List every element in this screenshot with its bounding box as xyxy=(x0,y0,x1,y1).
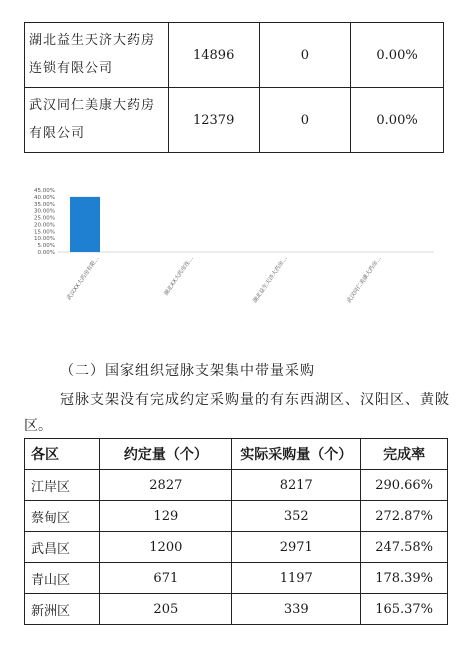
agreed-cell: 129 xyxy=(100,501,232,532)
table-row xyxy=(25,532,448,563)
rate-cell: 178.39% xyxy=(361,563,448,594)
y-tick-label: 10.00% xyxy=(34,236,55,243)
district-cell: 蔡甸区 xyxy=(25,501,100,532)
x-tick-label: 武汉XX大药房有限… xyxy=(66,255,101,302)
rate-cell: 0.00% xyxy=(351,88,444,153)
table-row xyxy=(25,88,444,153)
header-district: 各区 xyxy=(25,439,100,470)
y-tick-label: 35.00% xyxy=(34,201,55,208)
rate-cell: 290.66% xyxy=(361,470,448,501)
agreed-cell: 2827 xyxy=(100,470,232,501)
pharmacy-table xyxy=(24,22,444,153)
district-cell: 新洲区 xyxy=(25,594,100,625)
pharmacy-name-line1: 湖北益生天济大药房 xyxy=(29,33,156,48)
actual-cell: 1197 xyxy=(232,563,361,594)
rate-cell: 0.00% xyxy=(351,23,444,88)
pharmacy-name-line2: 连锁有限公司 xyxy=(29,61,114,76)
rate-cell: 247.58% xyxy=(361,532,448,563)
rate-cell: 165.37% xyxy=(361,594,448,625)
agreed-cell: 1200 xyxy=(100,532,232,563)
pharmacy-name-line1: 武汉同仁美康大药房 xyxy=(29,98,156,113)
actual-cell: 352 xyxy=(232,501,361,532)
actual-cell: 339 xyxy=(232,594,361,625)
x-tick-label: 湖北XX大药房连… xyxy=(163,255,195,297)
district-cell: 武昌区 xyxy=(25,532,100,563)
header-row xyxy=(25,439,448,470)
rate-cell: 272.87% xyxy=(361,501,448,532)
table-row xyxy=(25,23,444,88)
header-actual: 实际采购量（个） xyxy=(232,439,361,470)
district-cell: 青山区 xyxy=(25,563,100,594)
y-tick-label: 40.00% xyxy=(34,194,55,201)
completion-rate-chart xyxy=(24,180,444,340)
amount-cell: 14896 xyxy=(168,23,259,88)
district-cell: 江岸区 xyxy=(25,470,100,501)
agreed-cell: 205 xyxy=(100,594,232,625)
y-tick-label: 20.00% xyxy=(34,222,55,229)
y-tick-label: 5.00% xyxy=(37,243,55,250)
y-tick-label: 0.00% xyxy=(37,250,55,256)
paragraph-line1: 冠脉支架没有完成约定采购量的有东西湖区、汉阳区、黄陂 xyxy=(60,392,450,408)
zero-cell: 0 xyxy=(259,23,350,88)
section-heading: （二）国家组织冠脉支架集中带量采购 xyxy=(60,363,315,379)
actual-cell: 8217 xyxy=(232,470,361,501)
header-agreed: 约定量（个） xyxy=(100,439,232,470)
pharmacy-name-line2: 有限公司 xyxy=(29,126,86,141)
agreed-cell: 671 xyxy=(100,563,232,594)
paragraph-line2: 区。 xyxy=(24,418,52,434)
bar xyxy=(70,197,100,252)
pharmacy-name-cell xyxy=(25,23,169,88)
pharmacy-name-cell xyxy=(25,88,169,153)
x-tick-label: 武汉同仁美康大药房… xyxy=(346,255,383,305)
table-row xyxy=(25,563,448,594)
actual-cell: 2971 xyxy=(232,532,361,563)
x-tick-label: 湖北益生天济大药房… xyxy=(252,255,289,305)
amount-cell: 12379 xyxy=(168,88,259,153)
y-tick-label: 30.00% xyxy=(34,208,55,215)
y-tick-label: 25.00% xyxy=(34,215,55,222)
table-row xyxy=(25,594,448,625)
header-rate: 完成率 xyxy=(361,439,448,470)
y-tick-label: 45.00% xyxy=(34,188,55,194)
zero-cell: 0 xyxy=(259,88,350,153)
y-tick-label: 15.00% xyxy=(34,229,55,236)
table-row xyxy=(25,470,448,501)
stent-procurement-table xyxy=(24,438,448,625)
table-row xyxy=(25,501,448,532)
